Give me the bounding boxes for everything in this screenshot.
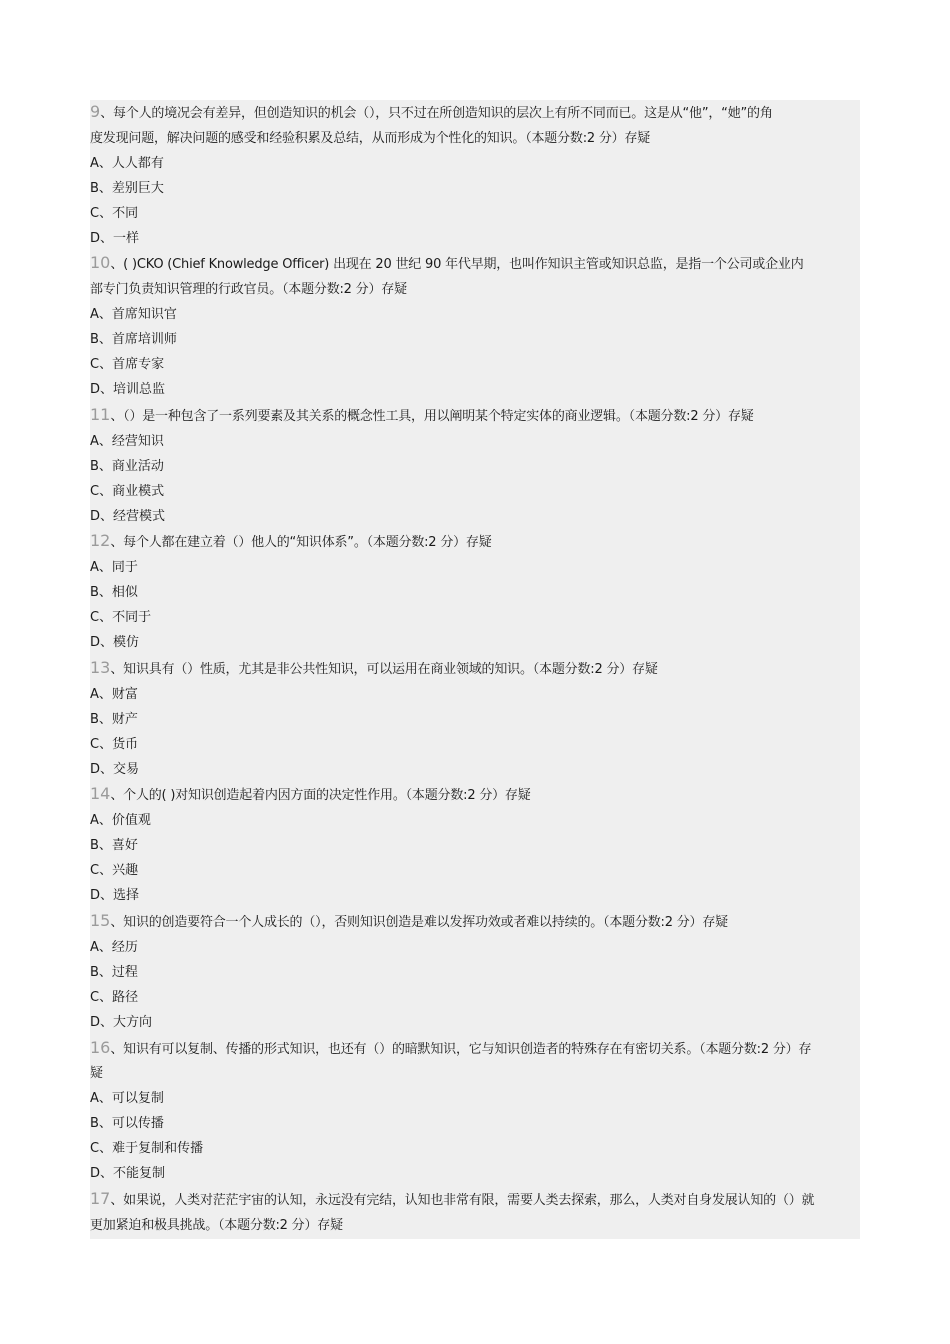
question-text: 、（）是一种包含了一系列要素及其关系的概念性工具，用以阐明某个特定实体的商业逻辑。（本题分数:2 分）存疑 [110,408,754,424]
option-d[interactable]: D、培训总监 [90,381,166,397]
option-c[interactable]: C、首席专家 [90,357,165,373]
question-9 [90,100,860,251]
question-text: 、知识具有（）性质，尤其是非公共性知识，可以运用在商业领域的知识。（本题分数:2 分）存疑 [110,661,658,677]
option-c[interactable]: C、路径 [90,989,139,1005]
question-line [90,100,860,127]
option-a[interactable]: A、价值观 [90,813,151,829]
question-text: 部专门负责知识管理的行政官员。（本题分数:2 分）存疑 [90,282,407,298]
option-b[interactable]: B、可以传播 [90,1116,164,1132]
question-line [90,782,860,809]
question-number: 9 [90,102,101,121]
option-c[interactable]: C、商业模式 [90,483,165,499]
question-number: 11 [90,404,111,424]
question-line [90,1062,860,1087]
question-line [90,278,860,303]
question-number: 13 [90,657,111,677]
question-line [90,529,860,556]
question-text: 、知识有可以复制、传播的形式知识，也还有（）的暗默知识，它与知识创造者的特殊存在有密切关系。（本题分数:2 分）存 [110,1041,812,1057]
question-14 [90,782,860,909]
option-b[interactable]: B、财产 [90,711,138,727]
option-b[interactable]: B、首席培训师 [90,332,177,348]
option-d[interactable]: D、经营模式 [90,508,166,524]
question-number: 17 [90,1188,111,1208]
option-d[interactable]: D、选择 [90,888,140,904]
question-text: 、每个人都在建立着（）他人的“知识体系”。（本题分数:2 分）存疑 [110,535,492,551]
question-line [90,1187,860,1214]
question-number: 15 [90,911,111,930]
question-text: 、知识的创造要符合一个人成长的（），否则知识创造是难以发挥功效或者难以持续的。（本题分数:2 分）存疑 [110,915,728,930]
option-a[interactable]: A、经历 [90,939,138,955]
question-13 [90,656,860,783]
option-a[interactable]: A、人人都有 [90,155,164,171]
question-text: 度发现问题，解决问题的感受和经验积累及总结，从而形成为个性化的知识。（本题分数:2 分）存疑 [90,130,651,146]
option-c[interactable]: C、货币 [90,736,139,752]
question-17 [90,1187,860,1239]
question-number: 16 [90,1037,111,1057]
question-number: 14 [90,784,111,804]
option-b[interactable]: B、相似 [90,585,138,601]
option-a[interactable]: A、首席知识官 [90,307,177,323]
option-d[interactable]: D、交易 [90,761,140,777]
option-d[interactable]: D、大方向 [90,1014,153,1030]
question-line [90,656,860,683]
question-sheet [90,100,860,1239]
question-text: 、( )CKO (Chief Knowledge Officer) 出现在 20 世纪 90 年代早期，也叫作知识主管或知识总监，是指一个公司或企业内 [110,257,804,273]
option-b[interactable]: B、差别巨大 [90,180,164,196]
question-16 [90,1036,860,1187]
option-d[interactable]: D、不能复制 [90,1166,166,1182]
question-line [90,909,860,936]
option-a[interactable]: A、经营知识 [90,433,164,449]
option-a[interactable]: A、财富 [90,686,138,702]
option-a[interactable]: A、同于 [90,560,138,576]
question-11 [90,403,860,530]
question-line [90,403,860,430]
option-c[interactable]: C、难于复制和传播 [90,1141,204,1157]
option-d[interactable]: D、模仿 [90,635,140,651]
question-line [90,127,860,152]
question-number: 10 [90,253,111,273]
question-line [90,251,860,278]
question-12 [90,529,860,656]
question-text: 、如果说，人类对茫茫宇宙的认知，永远没有完结，认知也非常有限，需要人类去探索，那么，人类对自身发展认知的（）就 [110,1192,815,1208]
option-b[interactable]: B、商业活动 [90,458,164,474]
question-number: 12 [90,531,111,551]
question-text: 、每个人的境况会有差异，但创造知识的机会（），只不过在所创造知识的层次上有所不同而已。这是从“他”，“她”的角 [100,106,773,121]
option-c[interactable]: C、不同于 [90,610,152,626]
option-c[interactable]: C、兴趣 [90,863,139,879]
question-15 [90,909,860,1036]
option-d[interactable]: D、一样 [90,230,140,246]
question-10 [90,251,860,402]
question-text: 、个人的( )对知识创造起着内因方面的决定性作用。（本题分数:2 分）存疑 [110,788,531,804]
question-line [90,1036,860,1063]
option-b[interactable]: B、过程 [90,964,138,980]
option-b[interactable]: B、喜好 [90,838,138,854]
question-text: 疑 [90,1066,103,1082]
option-a[interactable]: A、可以复制 [90,1091,164,1107]
question-line [90,1214,860,1239]
option-c[interactable]: C、不同 [90,205,139,221]
question-text: 更加紧迫和极具挑战。（本题分数:2 分）存疑 [90,1217,343,1233]
